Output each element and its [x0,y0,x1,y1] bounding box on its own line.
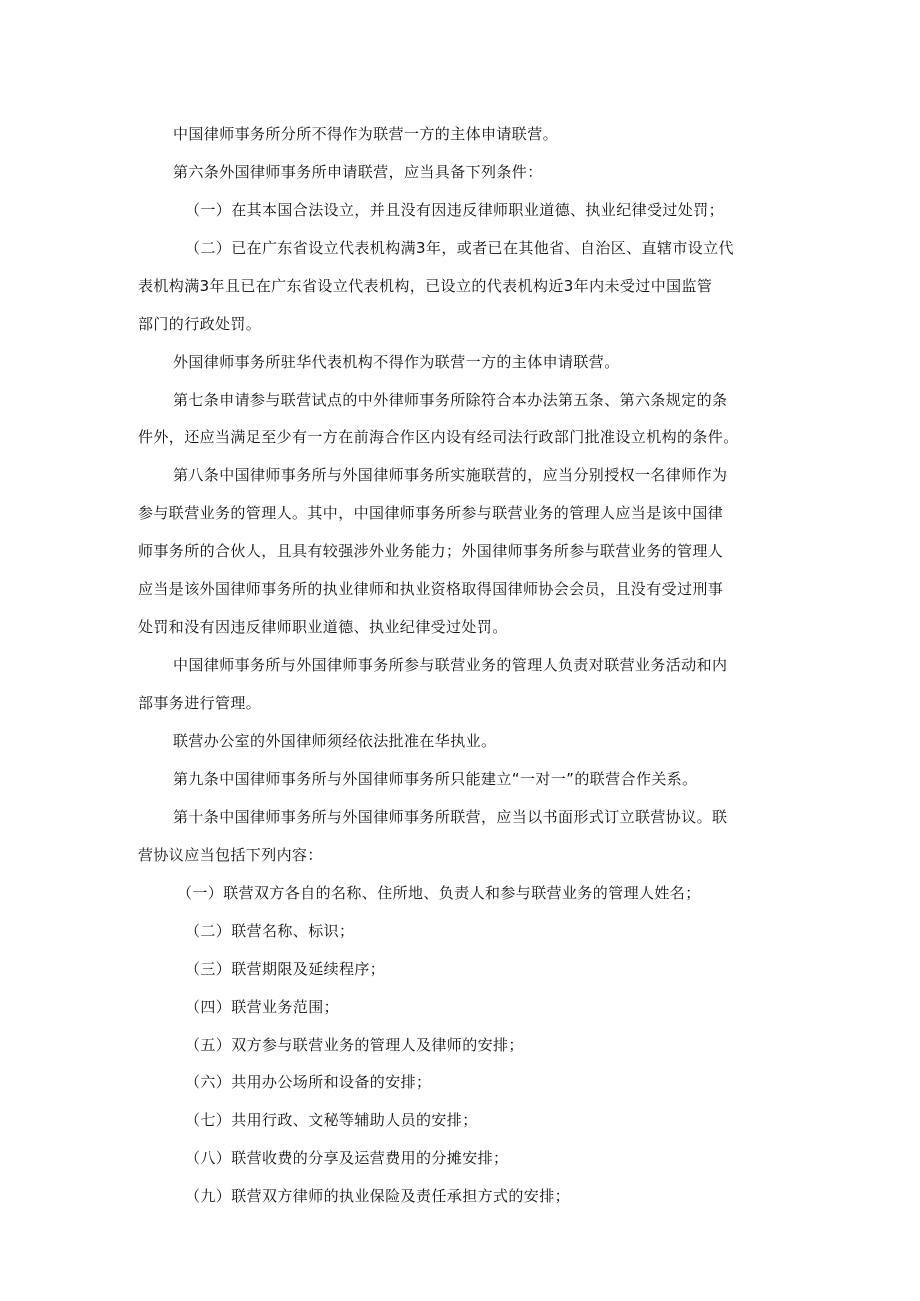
text-line: （八）联营收费的分享及运营费用的分摊安排； [185,1149,509,1167]
text-line: 营协议应当包括下列内容： [138,846,323,864]
text-line: （三）联营期限及延续程序； [185,960,386,978]
text-line: （二）已在广东省设立代表机构满3年，或者已在其他省、自治区、直辖市设立代 [185,239,734,257]
text-line: 师事务所的合伙人，且具有较强涉外业务能力；外国律师事务所参与联营业务的管理人 [138,542,724,560]
text-line: 部事务进行管理。 [138,694,262,712]
text-line: 参与联营业务的管理人。其中，中国律师事务所参与联营业务的管理人应当是该中国律 [138,504,724,522]
text-line: 应当是该外国律师事务所的执业律师和执业资格取得国律师协会会员，且没有受过刑事 [138,580,724,598]
text-line: （四）联营业务范围； [185,998,340,1016]
text-line: 件外，还应当满足至少有一方在前海合作区内设有经司法行政部门批准设立机构的条件。 [138,428,739,446]
text-line: （六）共用办公场所和设备的安排； [185,1073,432,1091]
text-line: 第九条中国律师事务所与外国律师事务所只能建立“一对一”的联营合作关系。 [173,770,698,788]
text-line: （二）联营名称、标识； [185,922,355,940]
text-line: 中国律师事务所与外国律师事务所参与联营业务的管理人负责对联营业务活动和内 [173,656,728,674]
text-line: （一）在其本国合法设立，并且没有因违反律师职业道德、执业纪律受过处罚； [185,201,725,219]
text-line: 联营办公室的外国律师须经依法批准在华执业。 [173,732,497,750]
text-line: 第六条外国律师事务所申请联营，应当具备下列条件： [173,163,543,181]
text-line: 处罚和没有因违反律师职业道德、执业纪律受过处罚。 [138,618,508,636]
text-line: （七）共用行政、文秘等辅助人员的安排； [185,1111,478,1129]
text-line: （一）联营双方各自的名称、住所地、负责人和参与联营业务的管理人姓名； [177,884,701,902]
text-line: 第十条中国律师事务所与外国律师事务所联营，应当以书面形式订立联营协议。联 [173,808,728,826]
text-line: 第八条中国律师事务所与外国律师事务所实施联营的，应当分别授权一名律师作为 [173,466,728,484]
text-line: 中国律师事务所分所不得作为联营一方的主体申请联营。 [173,125,559,143]
text-line: （五）双方参与联营业务的管理人及律师的安排； [185,1036,524,1054]
text-line: 表机构满3年且已在广东省设立代表机构，已设立的代表机构近3年内未受过中国监管 [138,277,713,295]
text-line: （九）联营双方律师的执业保险及责任承担方式的安排； [185,1187,571,1205]
text-line: 部门的行政处罚。 [138,315,262,333]
text-line: 第七条申请参与联营试点的中外律师事务所除符合本办法第五条、第六条规定的条 [173,391,728,409]
text-line: 外国律师事务所驻华代表机构不得作为联营一方的主体申请联营。 [173,353,620,371]
